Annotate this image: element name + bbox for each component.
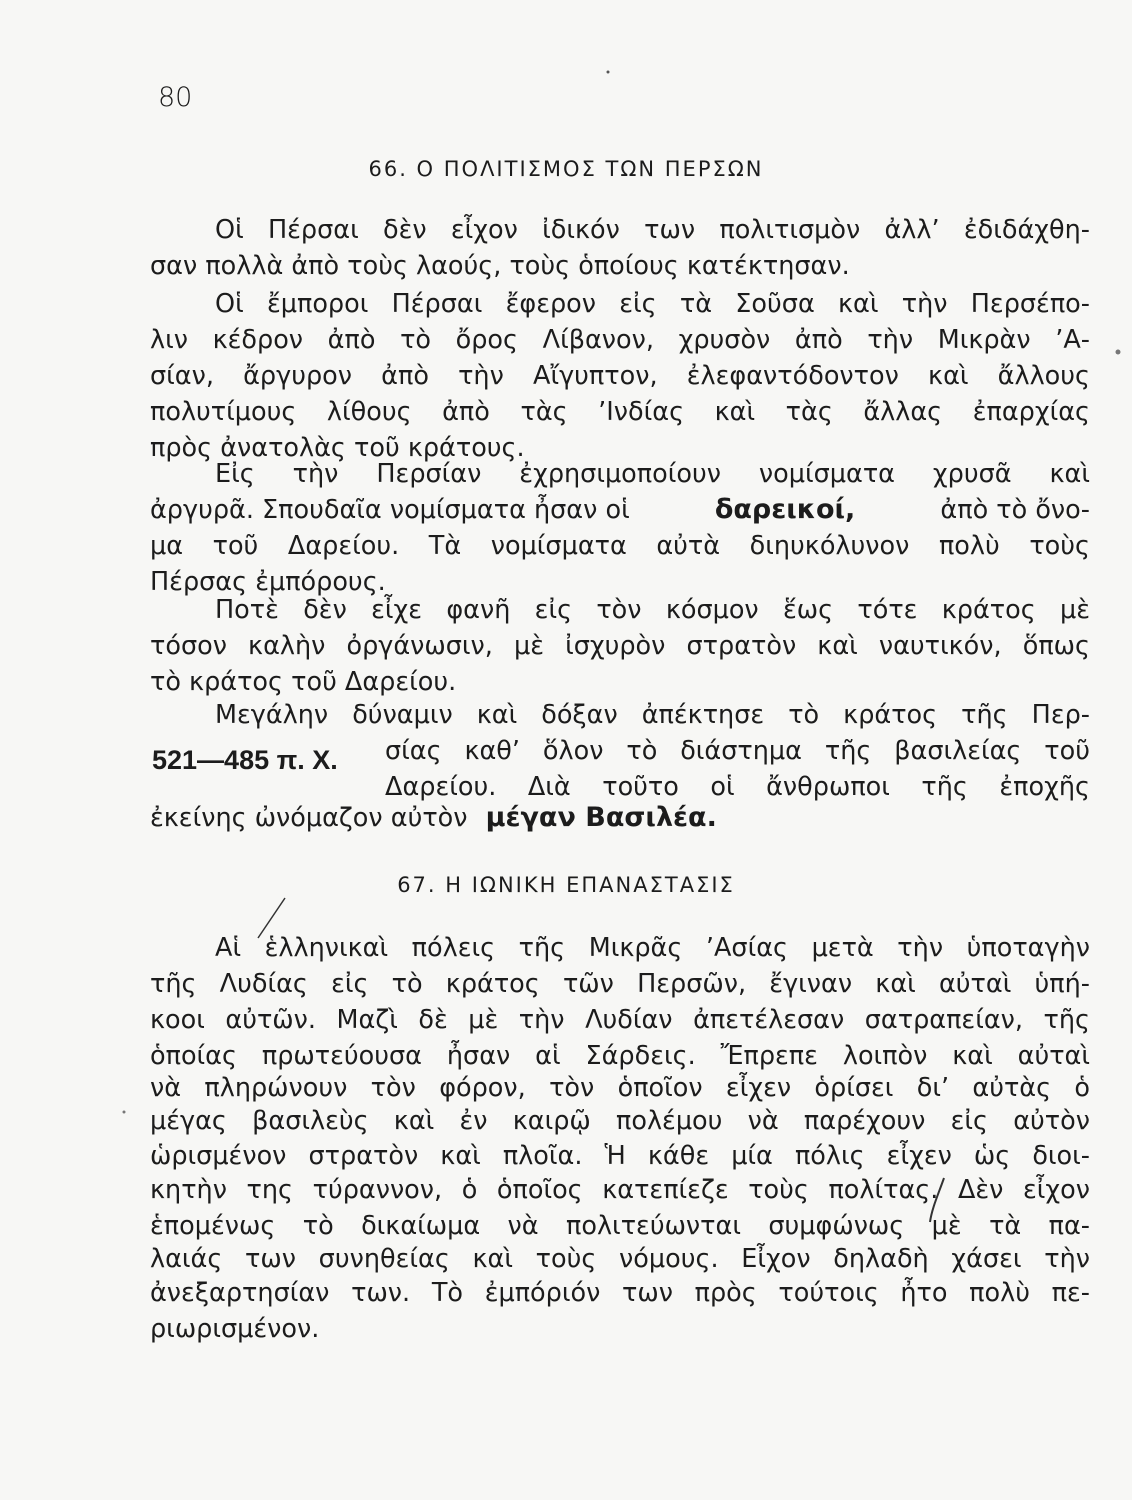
paragraph-line: Αἱ ἑλληνικαὶ πόλεις τῆς Μικρᾶς ’Ασίας μετὰ τὴν ὑποταγὴν (215, 933, 1090, 963)
paragraph-line: ριωρισμένον. (150, 1314, 320, 1344)
paragraph-line: ἀνεξαρτησίαν των. Τὸ ἐμπόριόν των πρὸς τούτοις ἦτο πολὺ πε- (150, 1278, 1090, 1308)
paragraph-line: μα τοῦ Δαρείου. Τὰ νομίσματα αὐτὰ διηυκόλυνον πολὺ τοὺς (150, 531, 1090, 561)
paragraph-line: Εἰς τὴν Περσίαν ἐχρησιμοποίουν νομίσματα χρυσᾶ καὶ (215, 459, 1090, 489)
paragraph-line: ἑπομένως τὸ δικαίωμα νὰ πολιτεύωνται συμφώνως μὲ τὰ πα- (150, 1211, 1090, 1241)
paragraph-line-mixed (150, 800, 1090, 836)
emphasized-term: δαρεικοί, (714, 494, 856, 525)
page-number: 80 (158, 82, 193, 113)
paragraph-line: Οἱ Πέρσαι δὲν εἶχον ἰδικόν των πολιτισμὸν ἀλλ’ ἐδιδάχθη- (215, 215, 1090, 245)
paragraph-line: πολυτίμους λίθους ἀπὸ τὰς ’Ινδίας καὶ τὰς ἄλλας ἐπαρχίας (150, 397, 1090, 427)
section-66-heading: 66. Ο ΠΟΛΙΤΙΣΜΟΣ ΤΩΝ ΠΕΡΣΩΝ (368, 157, 764, 181)
paragraph-line: τὸ κράτος τοῦ Δαρείου. (150, 667, 457, 697)
text-span: ἀργυρᾶ. Σπουδαῖα νομίσματα ἦσαν οἱ (150, 495, 630, 525)
paragraph-line: κοοι αὐτῶν. Μαζὶ δὲ μὲ τὴν Λυδίαν ἀπετέλεσαν σατραπείαν, τῆς (150, 1005, 1090, 1035)
paragraph-line: κητὴν της τύραννον, ὁ ὁποῖος κατεπίεζε τοὺς πολίτας. Δὲν εἶχον (150, 1175, 1090, 1205)
emphasized-term: μέγαν Βασιλέα. (485, 802, 717, 833)
paragraph-line: μέγας βασιλεὺς καὶ ἐν καιρῷ πολέμου νὰ παρέχουν εἰς αὐτὸν (150, 1106, 1090, 1136)
paragraph-line: Πέρσας ἐμπόρους. (150, 567, 386, 597)
paragraph-line: ὁποίας πρωτεύουσα ἦσαν αἱ Σάρδεις. Ἔπρεπε λοιπὸν καὶ αὐταὶ (150, 1041, 1090, 1071)
paragraph-line: νὰ πληρώνουν τὸν φόρον, τὸν ὁποῖον εἶχεν ὁρίσει δι’ αὐτὰς ὁ (150, 1073, 1090, 1103)
paragraph-line: λαιάς των συνηθείας καὶ τοὺς νόμους. Εἶχον δηλαδὴ χάσει τὴν (150, 1244, 1090, 1274)
paragraph-line: Οἱ ἔμποροι Πέρσαι ἔφερον εἰς τὰ Σοῦσα καὶ τὴν Περσέπο- (215, 289, 1090, 319)
paragraph-line: λιν κέδρον ἀπὸ τὸ ὄρος Λίβανον, χρυσὸν ἀπὸ τὴν Μικρὰν ’Α- (150, 325, 1090, 355)
text-span: ἐκείνης ὠνόμαζον αὐτὸν (150, 803, 468, 833)
paragraph-line: τόσον καλὴν ὀργάνωσιν, μὲ ἰσχυρὸν στρατὸν καὶ ναυτικόν, ὅπως (150, 631, 1090, 661)
paragraph-line: πρὸς ἀνατολὰς τοῦ κράτους. (150, 433, 525, 463)
paragraph-line-mixed (150, 492, 1090, 528)
margin-date-note: 521—485 π. Χ. (152, 745, 338, 775)
paragraph-line: Ποτὲ δὲν εἶχε φανῆ εἰς τὸν κόσμον ἕως τότε κράτος μὲ (215, 595, 1090, 625)
paragraph-line: σίαν, ἄργυρον ἀπὸ τὴν Αἴγυπτον, ἐλεφαντόδοντον καὶ ἄλλους (150, 361, 1090, 391)
text-span: ἀπὸ τὸ ὄνο- (940, 495, 1090, 525)
section-67-heading: 67. Η ΙΩΝΙΚΗ ΕΠΑΝΑΣΤΑΣΙΣ (397, 873, 735, 897)
paragraph-line: σίας καθ’ ὅλον τὸ διάστημα τῆς βασιλείας τοῦ (385, 736, 1090, 766)
paragraph-line: Δαρείου. Διὰ τοῦτο οἱ ἄνθρωποι τῆς ἐποχῆς (385, 772, 1090, 802)
paragraph-line: Μεγάλην δύναμιν καὶ δόξαν ἀπέκτησε τὸ κράτος τῆς Περ- (215, 700, 1090, 730)
paragraph-line: ὡρισμένον στρατὸν καὶ πλοῖα. Ἡ κάθε μία πόλις εἶχεν ὡς διοι- (150, 1141, 1090, 1171)
paragraph-line: σαν πολλὰ ἀπὸ τοὺς λαούς, τοὺς ὁποίους κατέκτησαν. (150, 251, 850, 281)
paragraph-line: τῆς Λυδίας εἰς τὸ κράτος τῶν Περσῶν, ἔγιναν καὶ αὐταὶ ὑπή- (150, 969, 1090, 999)
